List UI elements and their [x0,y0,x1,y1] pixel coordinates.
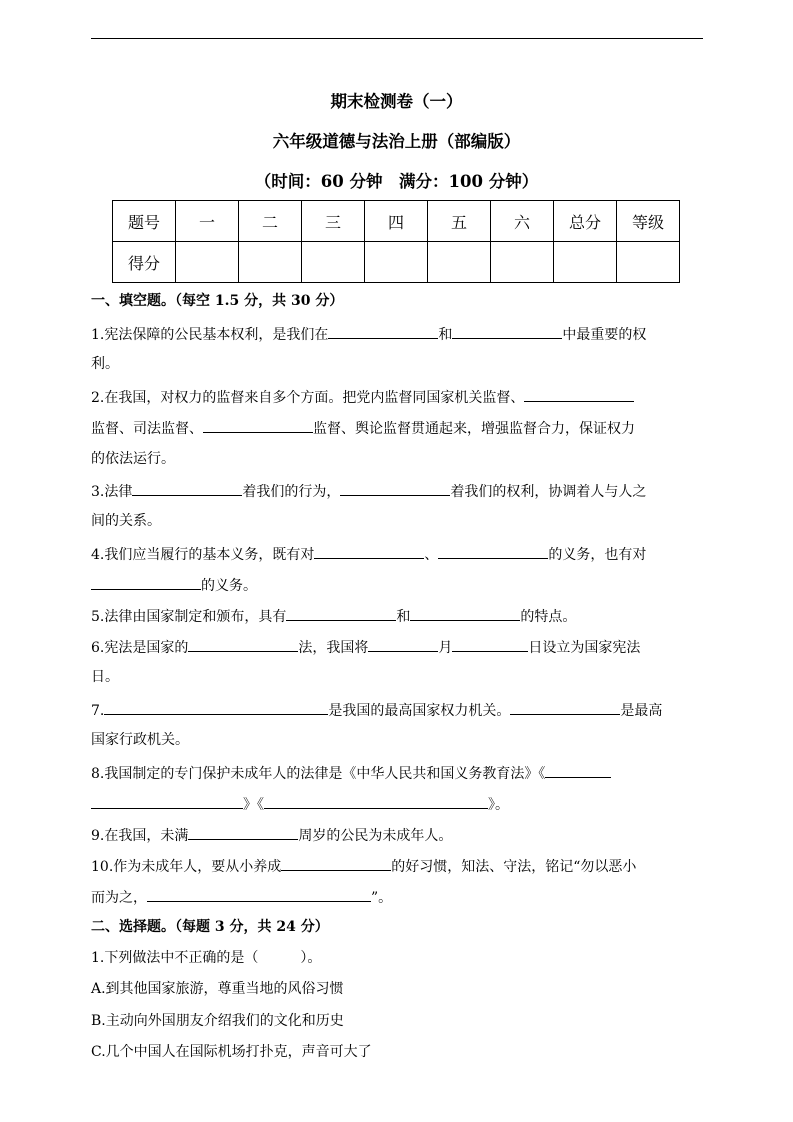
score-cell[interactable] [176,242,239,283]
table-cell: 一 [176,201,239,242]
blank-field[interactable] [452,323,562,339]
q6-line1: 6.宪法是国家的 法，我国将 月 日设立为国家宪法 [91,636,640,658]
blank-field[interactable] [524,386,634,402]
table-cell: 得分 [113,242,176,283]
exam-title: 期末检测卷（一） [330,92,463,111]
mc-q1-option-a[interactable]: A.到其他国家旅游，尊重当地的风俗习惯 [91,981,344,997]
score-cell[interactable] [302,242,365,283]
top-rule [91,38,703,39]
score-cell[interactable] [554,242,617,283]
q3-line2: 间的关系。 [91,513,161,529]
blank-field[interactable] [203,417,313,433]
blank-field[interactable] [510,699,620,715]
blank-field[interactable] [545,762,611,778]
q9-line1: 9.在我国，未满 周岁的公民为未成年人。 [91,824,452,846]
q5-line1: 5.法律由国家制定和颁布，具有 和 的特点。 [91,605,576,627]
q8-line1: 8.我国制定的专门保护未成年人的法律是《中华人民共和国义务教育法》《 [91,762,611,784]
mc-q1-stem: 1.下列做法中不正确的是（ ）。 [91,950,322,966]
blank-field[interactable] [104,699,328,715]
table-cell: 二 [239,201,302,242]
score-cell[interactable] [239,242,302,283]
blank-field[interactable] [286,605,396,621]
blank-field[interactable] [368,636,438,652]
q4-line2: 的义务。 [91,574,257,596]
table-cell: 题号 [113,201,176,242]
blank-field[interactable] [188,636,298,652]
q10-line1: 10.作为未成年人，要从小养成 的好习惯，知法、守法，铭记“勿以恶小 [91,855,636,877]
exam-meta: （时间：60 分钟 满分：100 分钟） [254,172,539,191]
q1-line1: 1.宪法保障的公民基本权利，是我们在 和 中最重要的权 [91,323,646,345]
q3-line1: 3.法律 着我们的行为， 着我们的权利，协调着人与人之 [91,480,646,502]
table-row-header [113,201,680,242]
table-row-score [113,242,680,283]
blank-field[interactable] [132,480,242,496]
section2-heading: 二、选择题。（每题 3 分，共 24 分） [91,919,329,935]
score-cell[interactable] [491,242,554,283]
q2-line3: 的依法运行。 [91,451,175,467]
table-cell: 五 [428,201,491,242]
blank-field[interactable] [328,323,438,339]
blank-field[interactable] [314,543,424,559]
q7-line2: 国家行政机关。 [91,732,189,748]
mc-q1-option-c[interactable]: C.几个中国人在国际机场打扑克，声音可大了 [91,1044,372,1060]
mc-q1-option-b[interactable]: B.主动向外国朋友介绍我们的文化和历史 [91,1013,344,1029]
blank-field[interactable] [281,855,391,871]
score-cell[interactable] [365,242,428,283]
blank-field[interactable] [438,543,548,559]
blank-field[interactable] [91,793,243,809]
section1-heading: 一、填空题。（每空 1.5 分，共 30 分） [91,293,344,309]
q6-line2: 日。 [91,669,119,685]
blank-field[interactable] [91,574,201,590]
table-cell: 六 [491,201,554,242]
q8-line2: 》《 》。 [91,793,509,815]
blank-field[interactable] [147,886,371,902]
q10-line2: 而为之， ”。 [91,886,392,908]
blank-field[interactable] [188,824,298,840]
score-cell[interactable] [617,242,680,283]
table-cell: 四 [365,201,428,242]
blank-field[interactable] [340,480,450,496]
exam-subtitle: 六年级道德与法治上册（部编版） [272,132,521,151]
q1-line2: 利。 [91,356,119,372]
score-table [112,200,680,283]
table-cell: 等级 [617,201,680,242]
q4-line1: 4.我们应当履行的基本义务，既有对 、 的义务，也有对 [91,543,646,565]
table-cell: 三 [302,201,365,242]
q2-line1: 2.在我国，对权力的监督来自多个方面。把党内监督同国家机关监督、 [91,386,634,408]
blank-field[interactable] [410,605,520,621]
blank-field[interactable] [264,793,488,809]
score-cell[interactable] [428,242,491,283]
q2-line2: 监督、司法监督、 监督、舆论监督贯通起来，增强监督合力，保证权力 [91,417,635,439]
blank-field[interactable] [452,636,528,652]
table-cell: 总分 [554,201,617,242]
q7-line1: 7. 是我国的最高国家权力机关。 是最高 [91,699,662,721]
